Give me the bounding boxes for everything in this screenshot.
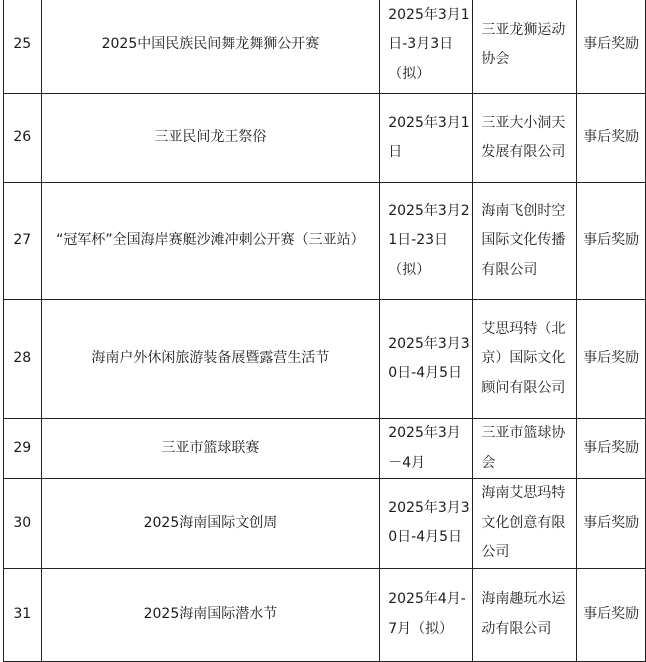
row-number: 25: [4, 0, 42, 94]
row-number: 27: [4, 183, 42, 300]
event-name: 2025中国民族民间舞龙舞狮公开赛: [41, 0, 380, 94]
support-type: 事后奖励: [583, 439, 640, 456]
row-number: 31: [4, 568, 42, 661]
support-type: 事后奖励: [583, 514, 640, 531]
support-type: 事后奖励: [583, 36, 640, 53]
organizer: 三亚龙狮运动协会: [481, 21, 566, 67]
event-date: 2025年3月21日-23日（拟）: [388, 202, 470, 278]
organizer: 三亚大小洞天发展有限公司: [481, 114, 566, 160]
table-row: [4, 183, 646, 300]
organizer: 海南艾思玛特文化创意有限公司: [481, 485, 566, 560]
event-name: 海南户外休闲旅游装备展暨露营生活节: [41, 300, 380, 419]
event-date: 2025年4月-7月（拟）: [388, 591, 466, 637]
row-number: 28: [4, 300, 42, 419]
support-type: 事后奖励: [583, 232, 640, 249]
event-date: 2025年3月30日-4月5日: [388, 499, 470, 546]
event-date: 2025年3月1日-3月3日（拟）: [388, 6, 470, 82]
support-type: 事后奖励: [583, 350, 640, 367]
organizer: 三亚市篮球协会: [481, 425, 566, 471]
row-number: 30: [4, 479, 42, 569]
table-row: [4, 94, 646, 183]
organizer: 艾思玛特（北京）国际文化顾问有限公司: [481, 320, 566, 396]
table-row: [4, 479, 646, 569]
support-type: 事后奖励: [583, 605, 640, 622]
support-type: 事后奖励: [583, 129, 640, 146]
events-table: [3, 0, 646, 662]
event-name: 三亚市篮球联赛: [41, 419, 380, 479]
event-name: “冠军杯”全国海岸赛艇沙滩冲刺公开赛（三亚站）: [56, 232, 365, 249]
event-date: 2025年3月30日-4月5日: [388, 335, 470, 381]
event-name: 2025海南国际潜水节: [41, 568, 380, 661]
row-number: 29: [4, 419, 42, 479]
table-row: [4, 419, 646, 479]
row-number: 26: [4, 94, 42, 183]
event-date: 2025年3月1日: [388, 114, 470, 160]
organizer: 海南趣玩水运动有限公司: [481, 591, 566, 637]
event-name: 2025海南国际文创周: [41, 479, 380, 569]
table-row: [4, 0, 646, 94]
event-name: 三亚民间龙王祭俗: [41, 94, 380, 183]
organizer: 海南飞创时空国际文化传播有限公司: [481, 202, 566, 278]
event-date: 2025年3月－4月: [388, 425, 461, 471]
table-row: [4, 568, 646, 661]
table-row: [4, 300, 646, 419]
